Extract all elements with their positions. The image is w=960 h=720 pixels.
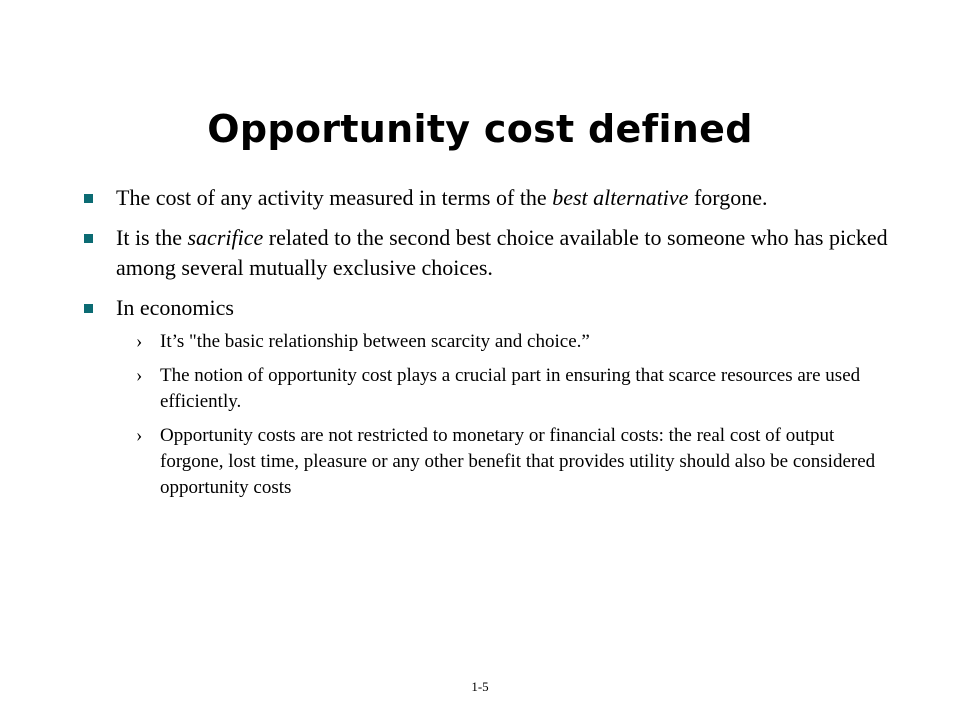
bullet-emphasis: best alternative bbox=[552, 185, 689, 210]
sub-bullet-list bbox=[80, 329, 900, 501]
chevron-right-icon: › bbox=[136, 425, 143, 446]
sub-bullet-item bbox=[80, 329, 900, 355]
sub-bullet-item bbox=[80, 423, 900, 501]
bullet-text-before: It is the bbox=[116, 225, 188, 250]
slide-content bbox=[80, 183, 900, 501]
page-number: 1-5 bbox=[471, 679, 489, 694]
sub-bullet-text: It’s "the basic relationship between scarcity and choice.” bbox=[160, 331, 590, 352]
bullet-item bbox=[80, 183, 900, 213]
sub-bullet-text: The notion of opportunity cost plays a crucial part in ensuring that scarce resources are used efficiently. bbox=[160, 365, 861, 412]
square-bullet-icon bbox=[84, 304, 93, 313]
bullet-text-after: forgone. bbox=[688, 185, 768, 210]
sub-bullet-text: Opportunity costs are not restricted to monetary or financial costs: the real cost of output forgone, lost time, pleasure or any other benefit that provides utility should also be considered opportunity costs bbox=[160, 425, 876, 498]
bullet-text-after: related to the second best choice available to someone who has picked among several mutually exclusive choices. bbox=[116, 225, 888, 280]
sub-bullet-item bbox=[80, 363, 900, 415]
square-bullet-icon bbox=[84, 194, 93, 203]
square-bullet-icon bbox=[84, 234, 93, 243]
bullet-text-before: The cost of any activity measured in terms of the bbox=[116, 185, 553, 210]
slide-title: Opportunity cost defined bbox=[207, 107, 753, 151]
bullet-text: In economics bbox=[116, 295, 234, 320]
chevron-right-icon: › bbox=[136, 365, 143, 386]
chevron-right-icon: › bbox=[136, 331, 143, 352]
bullet-item bbox=[80, 293, 900, 323]
bullet-emphasis: sacrifice bbox=[187, 225, 264, 250]
bullet-item bbox=[80, 223, 900, 283]
